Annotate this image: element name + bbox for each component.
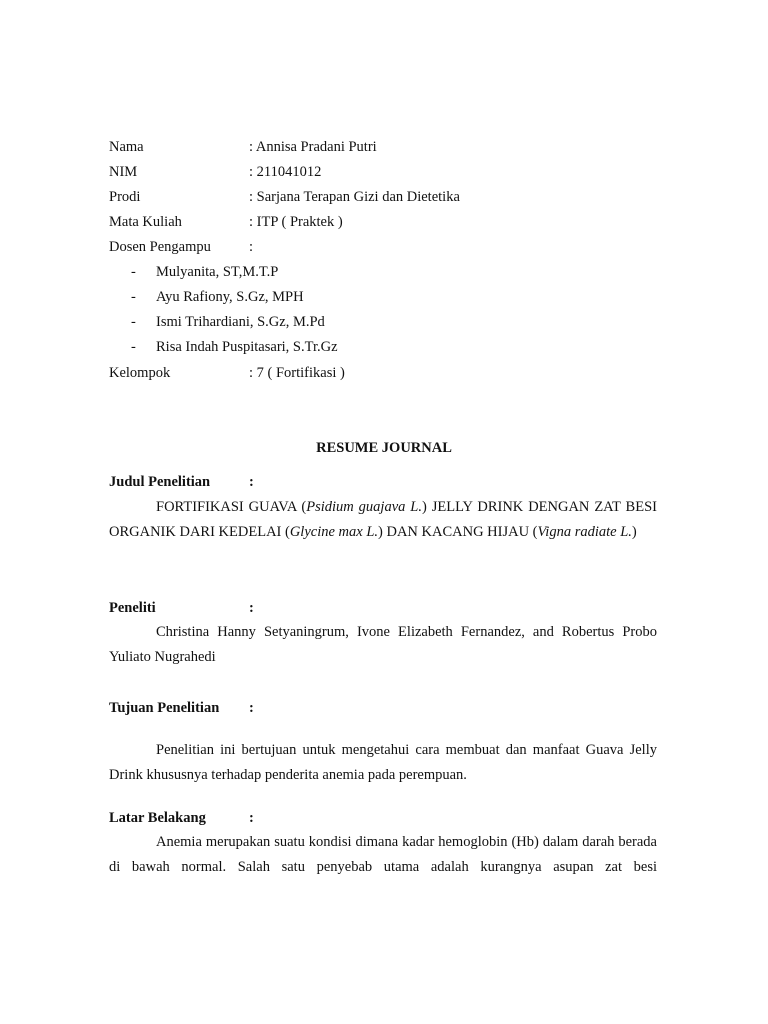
dosen-label: Dosen Pengampu: [109, 239, 211, 255]
dosen-item: Ayu Rafiony, S.Gz, MPH: [156, 289, 304, 305]
nim-label: NIM: [109, 164, 138, 180]
dosen-item: Mulyanita, ST,M.T.P: [156, 264, 279, 280]
tujuan-colon: :: [249, 700, 254, 716]
dosen-item: Risa Indah Puspitasari, S.Tr.Gz: [156, 339, 338, 355]
latar-text: [109, 830, 657, 880]
judul-text: [109, 495, 657, 545]
judul-i2: Glycine max L.: [289, 524, 379, 540]
list-bullet: -: [131, 289, 136, 305]
peneliti-colon: :: [249, 600, 254, 616]
judul-heading: Judul Penelitian: [109, 474, 211, 490]
judul-colon: :: [249, 474, 254, 490]
peneliti-heading: Peneliti: [109, 600, 156, 616]
list-bullet: -: [131, 264, 136, 280]
judul-i3: Vigna radiate L.: [537, 524, 632, 540]
nama-value: : Annisa Pradani Putri: [249, 139, 377, 155]
judul-t1: FORTIFIKASI GUAVA (: [156, 499, 307, 515]
judul-i1: Psidium guajava L.: [306, 499, 422, 515]
peneliti-names: Christina Hanny Setyaningrum, Ivone Elizabeth Fernandez, and Robertus Probo Yuliato Nugrahedi: [109, 624, 657, 665]
nim-value: : 211041012: [249, 164, 322, 180]
judul-t3: ) DAN KACANG HIJAU (: [378, 524, 538, 540]
dosen-item: Ismi Trihardiani, S.Gz, M.Pd: [156, 314, 325, 330]
peneliti-text: [109, 620, 657, 670]
list-bullet: -: [131, 339, 136, 355]
kelompok-label: Kelompok: [109, 365, 171, 381]
prodi-value: : Sarjana Terapan Gizi dan Dietetika: [249, 189, 460, 205]
list-bullet: -: [131, 314, 136, 330]
tujuan-text: [109, 738, 657, 788]
matkul-label: Mata Kuliah: [109, 214, 182, 230]
latar-colon: :: [249, 810, 254, 826]
matkul-value: : ITP ( Praktek ): [249, 214, 343, 230]
judul-t2: ) JELLY DRINK DENGAN ZAT BESI ORGANIK DARI KEDELAI (: [109, 499, 657, 540]
tujuan-body: Penelitian ini bertujuan untuk mengetahui cara membuat dan manfaat Guava Jelly Drink khususnya terhadap penderita anemia pada perempuan.: [109, 742, 657, 783]
prodi-label: Prodi: [109, 189, 141, 205]
tujuan-heading: Tujuan Penelitian: [109, 700, 220, 716]
judul-t4: ): [631, 524, 637, 540]
dosen-colon: :: [249, 239, 254, 255]
latar-heading: Latar Belakang: [109, 810, 206, 826]
document-title: RESUME JOURNAL: [316, 440, 452, 456]
latar-body: Anemia merupakan suatu kondisi dimana kadar hemoglobin (Hb) dalam darah berada di bawah normal. Salah satu penyebab utama adalah kurangnya asupan zat besi: [109, 834, 657, 875]
nama-label: Nama: [109, 139, 144, 155]
kelompok-value: : 7 ( Fortifikasi ): [249, 365, 345, 381]
